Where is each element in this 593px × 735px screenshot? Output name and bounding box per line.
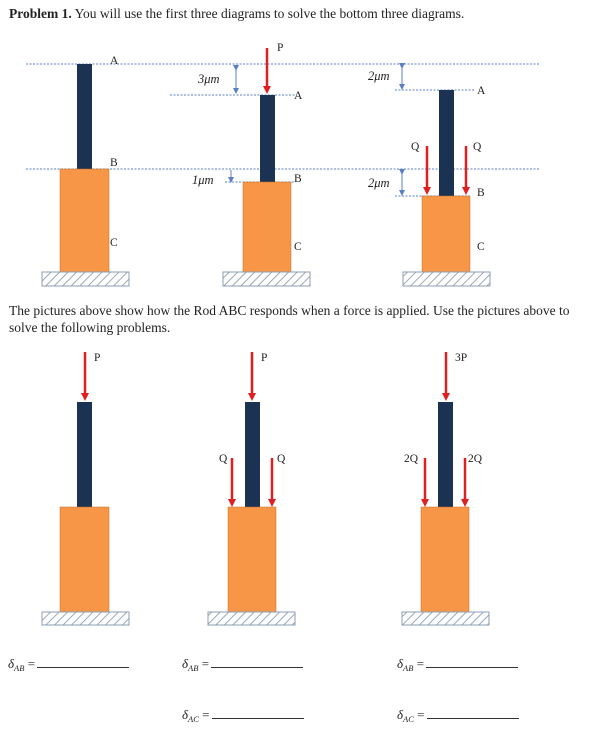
ground-base [42, 612, 129, 625]
force-label-p: P [261, 352, 268, 364]
equals-sign: = [202, 707, 210, 722]
force-label-3p: 3P [455, 352, 468, 364]
force-label-q-left: Q [219, 453, 228, 465]
equals-sign: = [416, 656, 425, 671]
bottom-diagram-3 [402, 352, 489, 625]
force-label-p: P [277, 42, 284, 54]
force-label-2q-left: 2Q [404, 453, 419, 465]
ground-base [223, 272, 310, 286]
force-label-p: P [94, 352, 101, 364]
equals-sign: = [417, 707, 425, 722]
bottom-diagram-1 [42, 352, 129, 625]
dimension-label-bottom: 2μm [368, 176, 390, 190]
label-a: A [294, 90, 303, 102]
delta-symbol: δ [397, 656, 404, 671]
problem-instructions: You will use the first three diagrams to solve the bottom three diagrams. [74, 6, 465, 21]
top-diagram-3 [368, 66, 490, 286]
dimension-label-top: 2μm [368, 69, 390, 83]
dimension-label-bottom: 1μm [192, 173, 214, 187]
answer-delta-ac-2[interactable] [182, 707, 304, 724]
answer-delta-ab-1[interactable] [8, 656, 129, 673]
equals-sign: = [27, 656, 36, 671]
rod-segment-ab [77, 64, 92, 169]
label-c: C [294, 241, 302, 253]
rod-segment-ab [260, 95, 275, 182]
top-diagram-1 [42, 55, 129, 286]
top-diagram-2 [170, 42, 310, 286]
delta-symbol: δ [182, 707, 189, 722]
problem-label: Problem 1. [9, 6, 72, 21]
label-c: C [477, 241, 485, 253]
answer-blank[interactable] [426, 657, 518, 668]
delta-symbol: δ [8, 656, 15, 671]
rod-segment-ab [439, 90, 454, 196]
subscript-ac: AC [188, 714, 199, 724]
force-label-2q-right: 2Q [468, 453, 483, 465]
delta-symbol: δ [182, 656, 189, 671]
delta-symbol: δ [397, 707, 404, 722]
dimension-label-top: 3μm [198, 72, 220, 86]
force-label-q-left: Q [411, 141, 420, 153]
rod-segment-ab [77, 402, 92, 507]
answer-blank[interactable] [37, 657, 129, 668]
rod-segment-bc [422, 196, 470, 272]
rod-segment-bc [60, 169, 109, 272]
rod-segment-bc [228, 507, 276, 612]
answer-delta-ac-3[interactable] [397, 707, 519, 724]
description-text: The pictures above show how the Rod ABC responds when a force is applied. Use the pictures above to solve the following problems. [9, 303, 570, 335]
label-c: C [110, 237, 118, 249]
answer-blank[interactable] [212, 708, 304, 719]
label-b: B [294, 173, 302, 185]
subscript-ab: AB [14, 663, 25, 673]
rod-segment-ab [245, 402, 260, 507]
subscript-ab: AB [403, 663, 414, 673]
answer-delta-ab-2[interactable] [182, 656, 303, 673]
equals-sign: = [201, 656, 210, 671]
answer-blank[interactable] [427, 708, 519, 719]
rod-segment-bc [243, 182, 291, 272]
subscript-ac: AC [403, 714, 414, 724]
bottom-diagram-2 [208, 352, 295, 625]
force-label-q-right: Q [277, 453, 286, 465]
ground-base [208, 612, 295, 625]
answer-delta-ab-3[interactable] [397, 656, 518, 673]
subscript-ab: AB [188, 663, 199, 673]
rod-segment-bc [421, 507, 469, 612]
label-a: A [110, 55, 119, 67]
answer-blank[interactable] [211, 657, 303, 668]
ground-base [42, 272, 129, 286]
force-label-q-right: Q [473, 141, 482, 153]
ground-base [403, 272, 490, 286]
label-b: B [477, 187, 485, 199]
label-b: B [110, 157, 118, 169]
label-a: A [477, 85, 486, 97]
ground-base [402, 612, 489, 625]
rod-segment-bc [60, 507, 109, 612]
rod-segment-ab [438, 402, 453, 507]
